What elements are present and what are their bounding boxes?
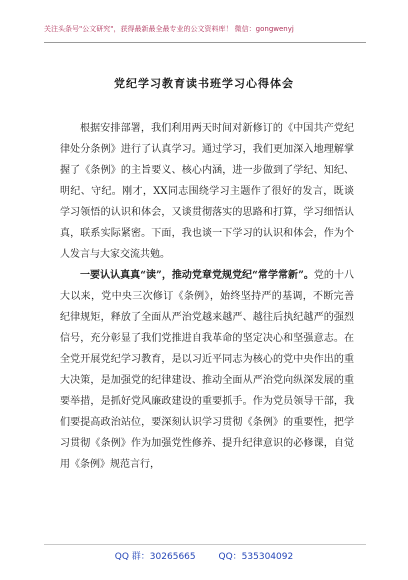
page-header: 关注头条号"公文研究"，获得最新最全最专业的公文资料库！ 微信：gongwenyj (44, 25, 294, 33)
page-footer (0, 549, 408, 562)
document-body (60, 118, 354, 475)
footer-qq: QQ：535304092 (218, 552, 294, 562)
section-heading: 一要认认真真“读”，推动党章党规党纪“常学常新”。 (80, 270, 314, 281)
footer-qq-group: QQ 群：30265665 (114, 552, 196, 562)
document-title: 党纪学习教育读书班学习心得体会 (114, 77, 294, 90)
section-paragraph (60, 265, 354, 475)
footer-divider (44, 544, 366, 545)
intro-paragraph: 根据安排部署，我们利用两天时间对新修订的《中国共产党纪律处分条例》进行了认真学习。通过学习，我们更加深入地理解掌握了《条例》的主旨要义、核心内涵，进一步做到了学纪、知纪、明纪、守纪。刚才，XX同志围绕学习主题作了很好的发言，既谈学习领悟的认识和体会，又谈贯彻落实的思路和打算，学习细悟认真，联系实际紧密。下面，我也谈一下学习的认识和体会，作为个人发言与大家交流共勉。 (60, 123, 354, 260)
section-text: 党的十八大以来，党中央三次修订《条例》，始终坚持严的基调，不断完善纪律规矩，释放了全面从严治党越来越严、越往后执纪越严的强烈信号，充分彰显了我们党推进自我革命的坚定决心和坚强意志。在全党开展党纪学习教育，是以习近平同志为核心的党中央作出的重大决策，是加强党的纪律建设、推动全面从严治党向纵深发展的重要举措，是抓好党风廉政建设的重要抓手。作为党员领导干部，我们要提高政治站位，要深刻认识学习贯彻《条例》的重要性，把学习贯彻《条例》作为加强党性修养、提升纪律意识的必修课，自觉用《条例》规范言行， (60, 270, 354, 470)
header-divider (44, 42, 366, 43)
